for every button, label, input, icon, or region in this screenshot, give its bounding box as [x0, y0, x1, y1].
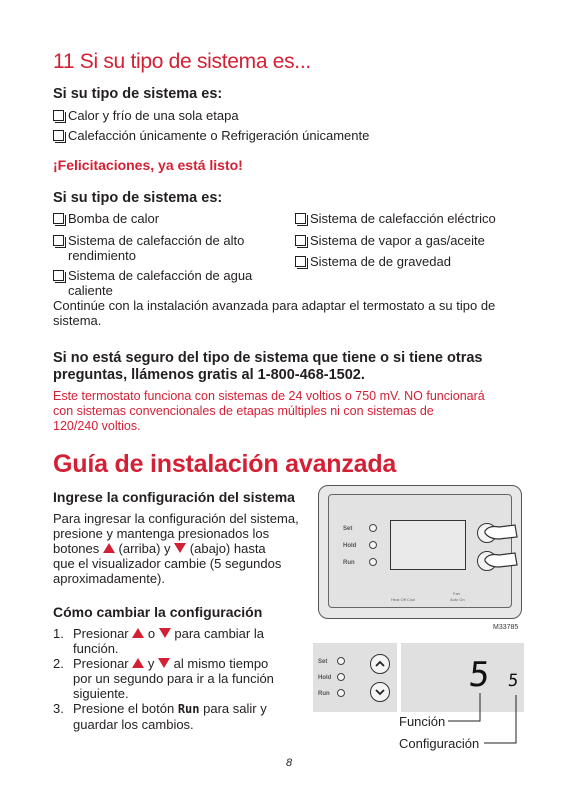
text-line: función. — [73, 641, 119, 656]
text-fragment: para cambiar la — [174, 626, 264, 641]
system-switch-label: Heat Off Cool — [391, 597, 416, 602]
text-fragment: Presione el botón — [73, 701, 175, 716]
item-label: Calor y frío de una sola etapa — [68, 108, 239, 123]
warning-line: Este termostato funciona con sistemas de 24 voltios o 750 mV. NO funcionará — [53, 389, 485, 403]
enter-config-heading: Ingrese la configuración del sistema — [53, 489, 295, 505]
fan-switch-label: Auto On — [450, 597, 465, 602]
text-line: Para ingresar la configuración del sistema, — [53, 511, 299, 526]
hold-label: Hold — [343, 543, 357, 549]
text-fragment: al mismo tiempo — [173, 656, 269, 671]
fan-label: Fan — [453, 591, 460, 596]
warning-line: con sistemas convencionales de etapas múltiples ni con sistemas de — [53, 404, 434, 418]
set-label: Set — [343, 526, 353, 532]
model-number: M33785 — [493, 624, 519, 631]
text-fragment: botones — [53, 541, 100, 556]
text-fragment: y — [147, 656, 155, 671]
unsure-line: Si no está seguro del tipo de sistema que tiene o si tiene otras — [53, 350, 483, 366]
text-line: aproximadamente). — [53, 571, 165, 586]
config-digit: 5 — [506, 671, 520, 691]
item-label: Calefacción únicamente o Refrigeración únicamente — [68, 128, 370, 143]
warning-line: 120/240 voltios. — [53, 419, 141, 433]
change-config-heading: Cómo cambiar la configuración — [53, 604, 263, 620]
page-number: 8 — [286, 757, 293, 769]
advanced-guide-title: Guía de instalación avanzada — [53, 450, 397, 478]
unsure-line: preguntas, llámenos gratis al 1-800-468-1502. — [53, 367, 365, 383]
text-fragment: Presionar — [73, 656, 129, 671]
section1-heading: Si su tipo de sistema es: — [53, 86, 223, 102]
hold-label: Hold — [318, 675, 332, 681]
text-fragment: para salir y — [203, 701, 267, 716]
item-label: Sistema de calefacción de alto — [68, 233, 245, 248]
section2-heading: Si su tipo de sistema es: — [53, 190, 223, 206]
step-number: 2. — [53, 656, 64, 671]
function-label: Función — [399, 714, 446, 729]
item-label: Sistema de vapor a gas/aceite — [310, 233, 485, 248]
configuration-label: Configuración — [399, 736, 480, 751]
run-label: Run — [343, 560, 355, 566]
note-line: Continúe con la instalación avanzada para adaptar el termostato a su tipo de — [53, 298, 496, 313]
item-label: Bomba de calor — [68, 211, 160, 226]
text-fragment: (abajo) hasta — [189, 541, 266, 556]
text-fragment: o — [147, 626, 156, 641]
step-number: 1. — [53, 626, 64, 641]
item-label: Sistema de calefacción eléctrico — [310, 211, 496, 226]
run-button-label: Run — [177, 702, 200, 716]
text-fragment: (arriba) y — [118, 541, 171, 556]
text-line: siguiente. — [73, 686, 129, 701]
text-line: guardar los cambios. — [73, 717, 194, 732]
item-label-cont: rendimiento — [68, 248, 136, 263]
item-label: Sistema de de gravedad — [310, 254, 451, 269]
text-line: por un segundo para ir a la función — [73, 671, 274, 686]
text-line: que el visualizador cambie (5 segundos — [53, 556, 282, 571]
text-fragment: Presionar — [73, 626, 129, 641]
step-number: 3. — [53, 701, 64, 716]
text-line: presione y mantenga presionados los — [53, 526, 270, 541]
item-label: Sistema de calefacción de agua — [68, 268, 253, 283]
step-title: 11 Si su tipo de sistema es... — [53, 50, 311, 73]
function-digit: 5 — [466, 655, 492, 695]
note-line: sistema. — [53, 313, 102, 328]
run-label: Run — [318, 691, 330, 697]
item-label-cont: caliente — [68, 283, 113, 298]
congrats-text: ¡Felicitaciones, ya está listo! — [53, 157, 243, 173]
set-label: Set — [318, 659, 328, 665]
